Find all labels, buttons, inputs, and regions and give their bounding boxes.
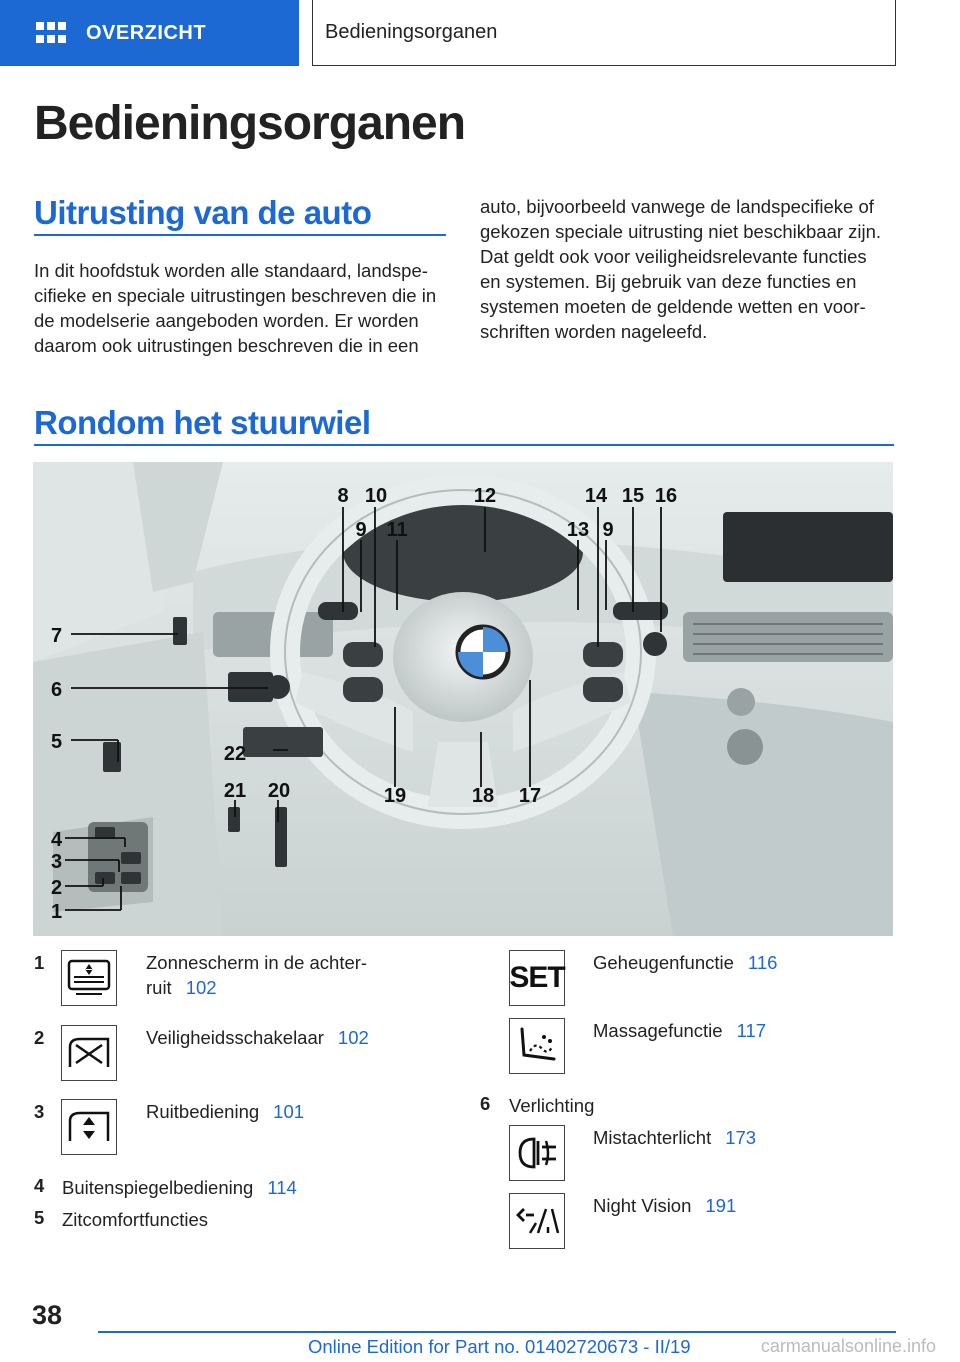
legend-text-2 bbox=[146, 1025, 369, 1050]
text-line: gekozen speciale uitrusting niet beschikbaar zijn. bbox=[480, 221, 882, 242]
legend-text-5b bbox=[593, 1018, 766, 1043]
callout-11: 11 bbox=[386, 519, 408, 541]
footer-edition: Online Edition for Part no. 01402720673 - II/19 bbox=[308, 1336, 691, 1357]
legend-text-4 bbox=[62, 1175, 297, 1200]
callout-14: 14 bbox=[584, 485, 608, 507]
footer-rule bbox=[98, 1331, 896, 1333]
callout-7: 7 bbox=[51, 625, 63, 647]
callout-6: 6 bbox=[51, 679, 63, 701]
set-memory-icon bbox=[509, 950, 565, 1006]
breadcrumb[interactable] bbox=[312, 0, 896, 66]
legend-text-6: Verlichting bbox=[509, 1095, 595, 1116]
set-icon-text: SET bbox=[509, 961, 565, 994]
text-line: schriften worden nageleefd. bbox=[480, 321, 708, 342]
text-line: Zonnescherm in de achter- bbox=[146, 952, 368, 973]
watermark: carmanualsonline.info bbox=[760, 1336, 936, 1356]
massage-seat-icon bbox=[509, 1018, 565, 1074]
text-line: Veiligheidsschakelaar bbox=[146, 1027, 324, 1048]
callout-3: 3 bbox=[51, 851, 63, 873]
legend-num-6: 6 bbox=[480, 1093, 491, 1114]
night-vision-icon bbox=[509, 1193, 565, 1249]
page-number: 38 bbox=[32, 1300, 63, 1330]
window-control-icon bbox=[61, 1099, 117, 1155]
breadcrumb-label: Bedieningsorganen bbox=[325, 21, 498, 43]
text-line: daarom ook uitrustingen beschreven die in een bbox=[34, 335, 419, 356]
page-ref-link[interactable]: 116 bbox=[747, 952, 778, 973]
page-ref-link[interactable]: 102 bbox=[185, 977, 217, 998]
intro-column-1 bbox=[34, 258, 436, 358]
callout-16: 16 bbox=[654, 485, 678, 507]
callout-4: 4 bbox=[51, 829, 63, 851]
callout-17: 17 bbox=[518, 785, 542, 807]
text-line: Night Vision bbox=[593, 1195, 692, 1216]
page-title: Bedieningsorganen bbox=[34, 97, 466, 150]
page-ref-link[interactable]: 114 bbox=[267, 1177, 297, 1198]
text-line: Buitenspiegelbediening bbox=[62, 1177, 254, 1198]
text-line: Dat geldt ook voor veiligheidsrelevante functies bbox=[480, 246, 867, 267]
legend-text-1 bbox=[146, 950, 367, 1000]
section-rule bbox=[34, 234, 446, 236]
intro-column-2 bbox=[480, 194, 881, 344]
text-line: en systemen. Bij gebruik van deze functies en bbox=[480, 271, 857, 292]
section-rule bbox=[34, 444, 894, 446]
legend-num-5: 5 bbox=[34, 1207, 45, 1228]
callout-15: 15 bbox=[621, 485, 645, 507]
legend-text-5a bbox=[593, 950, 777, 975]
legend-text-3 bbox=[146, 1099, 304, 1124]
legend-text-6b bbox=[593, 1193, 736, 1218]
legend-num-3: 3 bbox=[34, 1101, 45, 1122]
callout-5: 5 bbox=[51, 731, 63, 753]
callout-18: 18 bbox=[471, 785, 495, 807]
overzicht-tab[interactable] bbox=[0, 0, 299, 66]
overzicht-label: OVERZICHT bbox=[86, 21, 207, 44]
page-ref-link[interactable]: 191 bbox=[705, 1195, 737, 1216]
legend-num-1: 1 bbox=[34, 952, 45, 973]
callout-9b: 9 bbox=[602, 519, 614, 541]
callout-10: 10 bbox=[364, 485, 388, 507]
section-heading-uitrusting: Uitrusting van de auto bbox=[34, 194, 372, 231]
window-safety-switch-icon bbox=[61, 1025, 117, 1081]
text-line: auto, bijvoorbeeld vanwege de landspecifieke of bbox=[480, 196, 874, 217]
text-line: Massagefunctie bbox=[593, 1020, 723, 1041]
callout-9: 9 bbox=[355, 519, 367, 541]
callout-20: 20 bbox=[267, 780, 291, 802]
steering-wheel-photo bbox=[33, 462, 893, 936]
grid-icon bbox=[36, 22, 66, 44]
text-line: systemen moeten de geldende wetten en voor- bbox=[480, 296, 866, 317]
legend-num-2: 2 bbox=[34, 1027, 45, 1048]
callout-12: 12 bbox=[473, 485, 497, 507]
callout-1: 1 bbox=[51, 901, 63, 923]
text-line: Mistachterlicht bbox=[593, 1127, 712, 1148]
page-ref-link[interactable]: 173 bbox=[725, 1127, 757, 1148]
section-heading-stuurwiel: Rondom het stuurwiel bbox=[34, 404, 371, 441]
text-line: Geheugenfunctie bbox=[593, 952, 734, 973]
text-line: In dit hoofdstuk worden alle standaard, landspe- bbox=[34, 260, 428, 281]
page-ref-link[interactable]: 117 bbox=[736, 1020, 767, 1041]
text-line: ruit bbox=[146, 977, 172, 998]
page-ref-link[interactable]: 101 bbox=[273, 1101, 305, 1122]
page-ref-link[interactable]: 102 bbox=[337, 1027, 369, 1048]
legend-num-4: 4 bbox=[34, 1175, 45, 1196]
callout-13: 13 bbox=[566, 519, 590, 541]
text-line: de modelserie aangeboden worden. Er worden bbox=[34, 310, 419, 331]
rear-sunblind-icon bbox=[61, 950, 117, 1006]
callout-21: 21 bbox=[223, 780, 247, 802]
callout-19: 19 bbox=[383, 785, 407, 807]
legend-text-5: Zitcomfortfuncties bbox=[62, 1209, 208, 1230]
text-line: Ruitbediening bbox=[146, 1101, 260, 1122]
callout-22: 22 bbox=[223, 743, 247, 765]
legend-text-6a bbox=[593, 1125, 756, 1150]
text-line: cifieke en speciale uitrustingen beschreven die in bbox=[34, 285, 437, 306]
callout-2: 2 bbox=[51, 877, 63, 899]
rear-fog-light-icon bbox=[509, 1125, 565, 1181]
callout-8: 8 bbox=[337, 485, 349, 507]
